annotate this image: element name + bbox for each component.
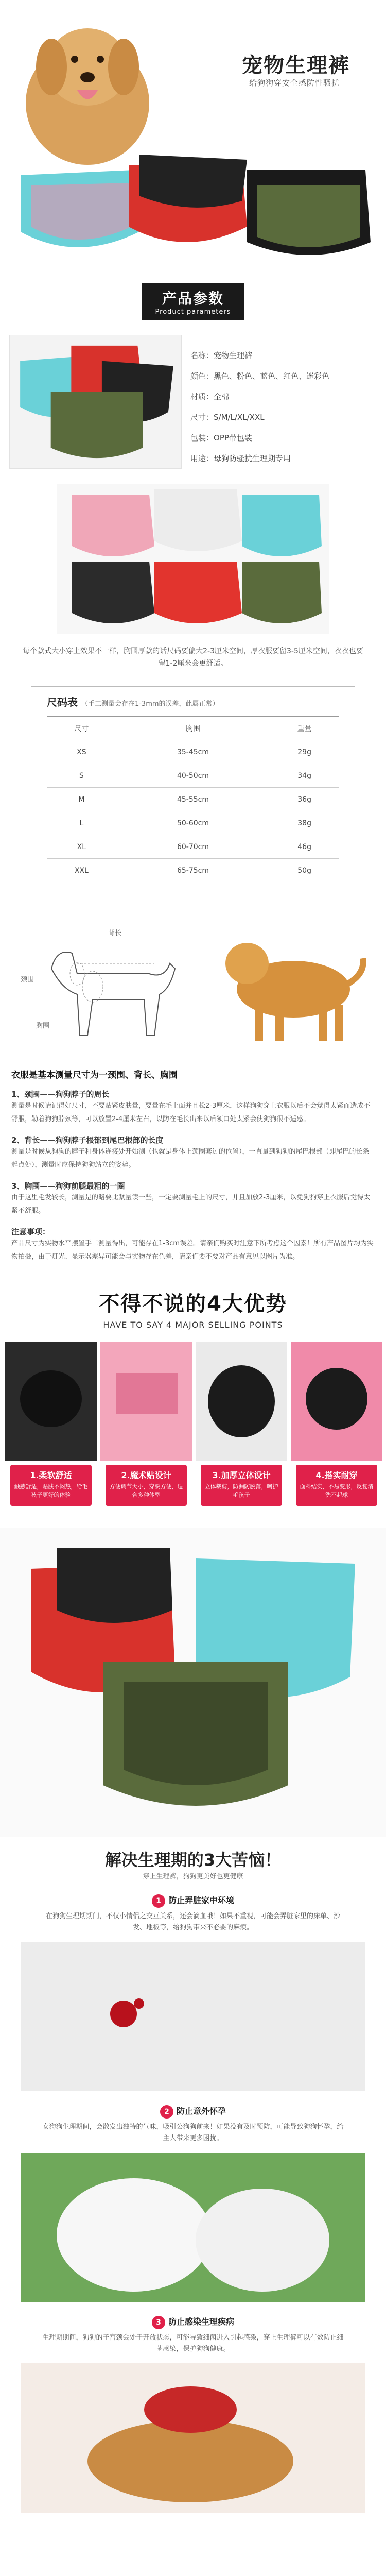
cell: L	[47, 811, 116, 835]
param-row	[190, 386, 376, 407]
cell: XL	[47, 835, 116, 859]
size-table	[47, 716, 339, 883]
measure-diagram	[21, 922, 190, 1051]
hero-pants-image	[0, 155, 386, 268]
measure-p2: 测量是时候从狗狗的脖子和身体连接处开始测（也就是身体上颈圈套过的位置），一直量到狗狗的尾巴根部（即尾巴的长条起点处），测量时应保持狗狗站立的姿势。	[11, 1147, 370, 1169]
param-value: S/M/L/XL/XXL	[214, 413, 265, 422]
param-row	[190, 448, 376, 469]
problem-number: 3	[152, 2316, 165, 2329]
table-row	[47, 835, 339, 859]
label-neck: 颈围	[21, 975, 34, 984]
advantage-card	[100, 1342, 192, 1512]
table-row	[47, 740, 339, 764]
table-row	[47, 859, 339, 883]
measure-section	[0, 912, 386, 1061]
params-title-cn: 产品参数	[162, 290, 224, 307]
problem-image-3	[21, 2363, 365, 2513]
param-value: 全棉	[214, 392, 230, 401]
advantage-card	[196, 1342, 287, 1512]
cell: 65-75cm	[116, 859, 270, 883]
table-row	[47, 811, 339, 835]
header-weight: 重量	[270, 717, 339, 740]
params-title-block	[142, 283, 244, 320]
label-back: 背长	[108, 929, 122, 937]
problem-heading	[21, 2105, 365, 2119]
advantage-image	[100, 1342, 192, 1461]
advantage-title: 3.加厚立体设计	[212, 1470, 271, 1480]
advantage-title: 4.搭实耐穿	[315, 1470, 358, 1480]
table-header-row	[47, 717, 339, 740]
advantages-grid	[0, 1342, 386, 1512]
size-table-title: 尺码表	[47, 696, 78, 708]
measure-p3: 由于这里毛发较长，测量是的略要比紧量读一些，一定要测量毛上的尺寸，并且加放2-3厘米，以免狗狗穿上衣服后觉得太紧不舒服。	[11, 1193, 371, 1215]
measure-p3-title: 3、胸围——狗狗前腿最粗的一圈	[11, 1181, 125, 1191]
advantage-label	[106, 1465, 187, 1506]
param-row	[190, 345, 376, 366]
problem-number: 1	[152, 1894, 165, 1908]
hero-subtitle: 给狗狗穿安全感防性骚扰	[249, 78, 340, 88]
param-key: 材质：	[190, 392, 214, 401]
advantages-title-en: HAVE TO SAY 4 MAJOR SELLING POINTS	[103, 1319, 283, 1330]
advantage-label	[296, 1465, 377, 1506]
cell: S	[47, 764, 116, 788]
measure-text	[0, 1067, 386, 1264]
cell: 29g	[270, 740, 339, 764]
label-chest: 胸围	[36, 1022, 50, 1030]
color-grid-image	[0, 474, 386, 639]
cell: M	[47, 788, 116, 811]
param-key: 用途：	[190, 454, 214, 463]
advantages-title-cn: 不得不说的4大优势	[99, 1292, 287, 1316]
samoyed-dogs-image	[21, 2153, 365, 2302]
advantage-title: 2.魔术贴设计	[121, 1470, 171, 1480]
advantage-desc: 触感舒适，贴肤不闷热，给毛孩子更好的体验	[14, 1483, 88, 1498]
param-row	[190, 428, 376, 448]
note-title: 注意事项：	[11, 1227, 50, 1236]
golden-retriever-image	[10, 5, 165, 170]
advantage-image	[5, 1342, 97, 1461]
problem-desc: 生理期期间，狗狗的子宫颈会处于开放状态，可能导致细菌进入引起感染，穿上生理裤可以有效防止细菌感染，保护狗狗健康。	[42, 2333, 344, 2353]
header-size: 尺寸	[47, 717, 116, 740]
advantage-desc: 方便调节大小，穿脱方便，适合多种体型	[109, 1483, 183, 1498]
cell: 34g	[270, 764, 339, 788]
params-section	[0, 335, 386, 474]
problem-item	[21, 2315, 365, 2358]
advantage-label	[10, 1465, 92, 1506]
cell: XS	[47, 740, 116, 764]
param-row	[190, 407, 376, 428]
problem-desc: 女狗狗生理期间，会散发出独特的气味，吸引公狗狗前来！如果没有及时预防，可能导致狗狗怀孕，给主人带来更多困扰。	[42, 2123, 344, 2142]
problem-title: 防止感染生理疾病	[168, 2316, 234, 2327]
advantage-desc: 立体裁剪，防漏防脱落，呵护毛孩子	[204, 1483, 278, 1498]
cell: 36g	[270, 788, 339, 811]
measure-p2-title: 2、背长——狗狗脖子根部到尾巴根部的长度	[11, 1135, 164, 1145]
advantages-title	[0, 1287, 386, 1330]
big-pants-photo	[0, 1528, 386, 1837]
problem-item	[21, 2105, 365, 2147]
sick-dog-image	[21, 2363, 365, 2513]
advantage-title: 1.柔软舒适	[30, 1470, 72, 1480]
param-key: 颜色：	[190, 371, 214, 381]
note-text: 产品尺寸为实物水平摆置手工测量得出，可能存在1-3cm误差。请亲们购买时注意下所考虑这个因素！所有产品图片均为实物拍摄，由于灯光、显示器差异可能会与实物存在色差，请亲们要不要对产品有意见以图片为准。	[11, 1239, 374, 1261]
params-title-en: Product parameters	[155, 308, 231, 316]
param-value: 黑色、粉色、蓝色、红色、迷彩色	[214, 371, 330, 381]
measure-p1: 测量是时候请记得好尺寸，不要贴紧皮肤量，要量在毛上面并且松2-3厘米，这样狗狗穿上衣服以后不会觉得太紧而造成不舒服，勒着狗狗脖颈等，可以放置2-4厘米左右，以防在毛长出来以后领口处太紧会使狗狗很不适感。	[11, 1101, 371, 1123]
advantage-label	[201, 1465, 282, 1506]
cell: 38g	[270, 811, 339, 835]
param-value: 母狗防骚扰生理期专用	[214, 454, 291, 463]
cell: 35-45cm	[116, 740, 270, 764]
problem-number: 2	[160, 2105, 173, 2119]
problems-title-en: 穿上生理裤，狗狗更美好也更健康	[143, 1872, 243, 1880]
param-key: 名称：	[190, 351, 214, 360]
color-grid-photo	[0, 474, 386, 639]
problem-desc: 在狗狗生理期期间，不仅小情侣之交互关系，还会滴血哦！如果不重视，可能会弄脏家里的床单、沙发、地板等，给狗狗带来不必要的麻烦。	[45, 1912, 340, 1931]
problem-title: 防止弄脏家中环境	[168, 1895, 234, 1905]
param-list	[190, 345, 376, 469]
cell: 60-70cm	[116, 835, 270, 859]
param-value: OPP带包装	[214, 433, 252, 443]
size-tip: 每个款式大小穿上效果不一样，胸围厚款的话尺码要偏大2-3厘米空间，厚衣服要留3-5厘米空间，衣衣也要留1-2厘米会更舒适。	[23, 647, 363, 668]
advantage-card	[291, 1342, 382, 1512]
header-chest: 胸围	[116, 717, 270, 740]
advantage-desc: 面料结实，不易变形，反复清洗不起球	[300, 1483, 374, 1498]
problems-title-cn: 解决生理期的3大苦恼！	[104, 1850, 282, 1870]
size-table-note: （手工测量会存在1-3mm的误差，此属正常）	[81, 700, 219, 708]
problem-image-2	[21, 2153, 365, 2302]
table-row	[47, 788, 339, 811]
big-pants-image	[0, 1528, 386, 1837]
hero-section	[0, 0, 386, 268]
measure-heading: 衣服是基本测量尺寸为一颈围、背长、胸围	[11, 1070, 178, 1080]
param-row	[190, 366, 376, 386]
cell: 50g	[270, 859, 339, 883]
params-title-bar	[0, 268, 386, 335]
problem-item	[21, 1894, 365, 1937]
param-value: 宠物生理裤	[214, 351, 253, 360]
param-key: 尺寸：	[190, 413, 214, 422]
problems-title	[0, 1847, 386, 1880]
cell: 40-50cm	[116, 764, 270, 788]
params-product-image	[9, 335, 182, 469]
problem-image-1	[21, 1942, 365, 2091]
measure-p1-title: 1、颈围——狗狗脖子的周长	[11, 1089, 110, 1099]
size-table-section	[31, 686, 355, 896]
problem-heading	[21, 1894, 365, 1908]
golden-retriever-standing-image	[206, 922, 371, 1051]
advantage-image	[291, 1342, 382, 1461]
hero-title: 宠物生理裤	[242, 54, 350, 77]
cell: XXL	[47, 859, 116, 883]
problem-title: 防止意外怀孕	[176, 2106, 226, 2116]
advantage-image	[196, 1342, 287, 1461]
cell: 50-60cm	[116, 811, 270, 835]
blood-stain-image	[21, 1942, 365, 2091]
problem-heading	[21, 2315, 365, 2329]
advantage-card	[5, 1342, 97, 1512]
param-key: 包装：	[190, 433, 214, 443]
cell: 45-55cm	[116, 788, 270, 811]
table-row	[47, 764, 339, 788]
size-table-head	[47, 694, 339, 709]
cell: 46g	[270, 835, 339, 859]
